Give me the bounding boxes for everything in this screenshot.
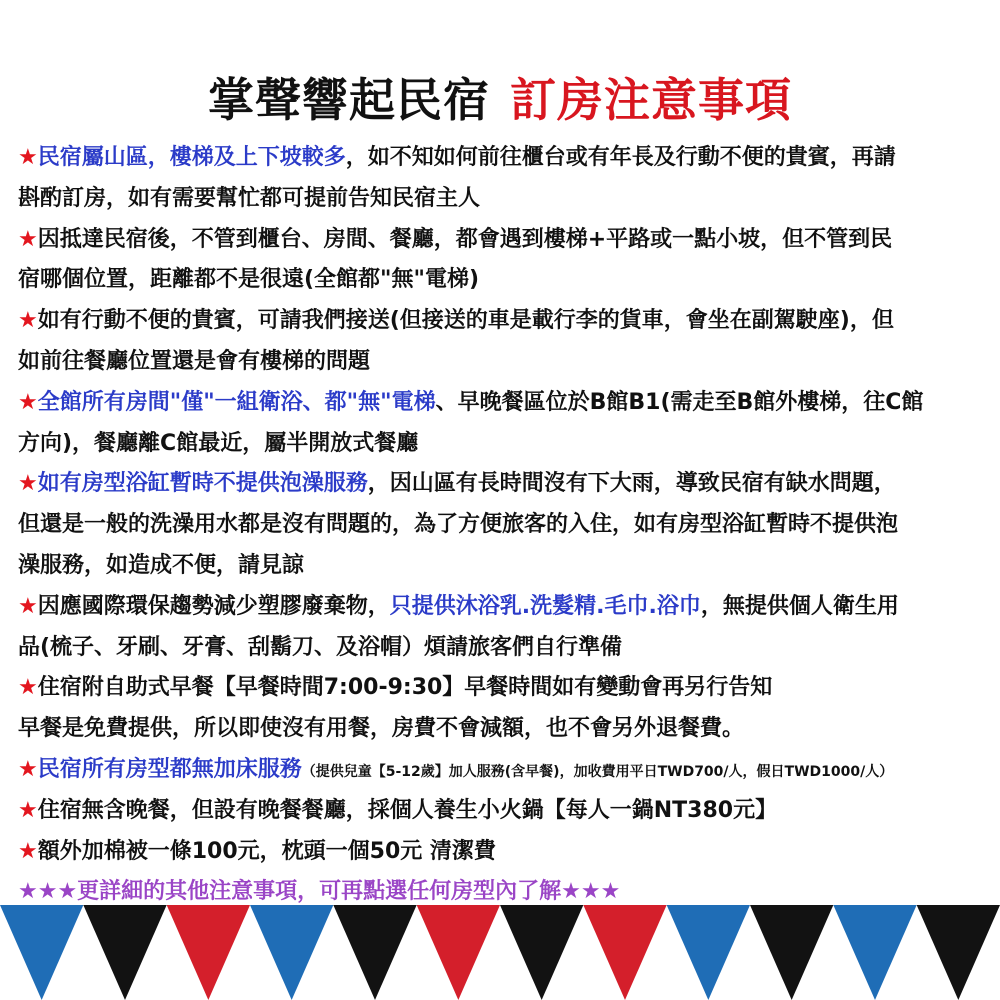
banner-triangle bbox=[917, 905, 1000, 1000]
banner-triangle bbox=[833, 905, 916, 1000]
star-bullet: ★ bbox=[18, 675, 38, 701]
notice-line bbox=[18, 709, 993, 750]
star-bullet: ★ bbox=[18, 797, 38, 823]
title-subtitle: 訂房注意事項 bbox=[510, 73, 792, 127]
star-bullet: ★ bbox=[18, 308, 38, 334]
star-bullet: ★ bbox=[18, 389, 38, 415]
highlight-text: 如有房型浴缸暫時不提供泡澡服務 bbox=[37, 471, 368, 497]
banner-triangle bbox=[0, 905, 83, 1000]
highlight-text: 全館所有房間"僅"一組衛浴、都"無"電梯 bbox=[37, 389, 436, 415]
notice-line bbox=[18, 587, 993, 628]
notice-text: 斟酌訂房，如有需要幫忙都可提前告知民宿主人 bbox=[18, 185, 481, 211]
star-bullet: ★ bbox=[18, 226, 38, 252]
notice-text: 宿哪個位置，距離都不是很遠(全館都"無"電梯) bbox=[18, 267, 480, 293]
banner-triangle bbox=[417, 905, 500, 1000]
notice-line bbox=[18, 260, 993, 301]
notice-text: 方向)，餐廳離C館最近，屬半開放式餐廳 bbox=[18, 430, 419, 456]
notice-text: 、早晚餐區位於B館B1(需走至B館外樓梯，往C館 bbox=[435, 389, 924, 415]
highlight-text: 民宿屬山區，樓梯及上下坡較多 bbox=[37, 145, 346, 170]
banner-triangle bbox=[83, 905, 166, 1000]
banner-triangle bbox=[167, 905, 250, 1000]
notice-line bbox=[18, 505, 993, 546]
notice-text: ，如不知如何前往櫃台或有年長及行動不便的貴賓，再請 bbox=[345, 145, 896, 170]
title-guesthouse-name: 掌聲響起民宿 bbox=[208, 73, 490, 127]
star-bullet: ★ bbox=[18, 756, 38, 782]
notice-text: 因應國際環保趨勢減少塑膠廢棄物， bbox=[37, 593, 390, 619]
notice-line bbox=[18, 179, 993, 220]
notice-text: ，無提供個人衛生用 bbox=[700, 593, 899, 619]
notice-small-text: （提供兒童【5-12歲】加人服務(含早餐)，加收費用平日TWD700/人，假日TWD1000/人） bbox=[301, 763, 894, 780]
more-info-text: ★★★更詳細的其他注意事項，可再點選任何房型內了解★★★ bbox=[18, 879, 621, 905]
notice-text: ，因山區有長時間沒有下大雨，導致民宿有缺水問題， bbox=[367, 471, 896, 497]
notice-line bbox=[18, 628, 993, 669]
notice-line bbox=[18, 383, 993, 424]
notice-line bbox=[18, 301, 993, 342]
notice-text: 額外加棉被一條100元，枕頭一個50元 清潔費 bbox=[37, 838, 496, 864]
page-title bbox=[0, 70, 1000, 130]
banner-triangle bbox=[500, 905, 583, 1000]
notice-text: 住宿無含晚餐，但設有晚餐餐廳，採個人養生小火鍋【每人一鍋NT380元】 bbox=[37, 797, 778, 823]
triangle-banner bbox=[0, 905, 1000, 1000]
notice-line bbox=[18, 791, 993, 832]
notice-text: 品(梳子、牙刷、牙膏、刮鬍刀、及浴帽）煩請旅客們自行準備 bbox=[18, 634, 623, 660]
notice-text: 住宿附自助式早餐【早餐時間7:00-9:30】早餐時間如有變動會再另行告知 bbox=[37, 675, 773, 701]
notice-line bbox=[18, 464, 993, 505]
notice-line bbox=[18, 342, 993, 383]
highlight-text: 民宿所有房型都無加床服務 bbox=[37, 756, 302, 782]
notice-text: 如有行動不便的貴賓，可請我們接送(但接送的車是載行李的貨車，會坐在副駕駛座)，但 bbox=[37, 308, 894, 334]
notice-line bbox=[18, 546, 993, 587]
banner-triangle bbox=[333, 905, 416, 1000]
banner-triangle bbox=[250, 905, 333, 1000]
banner-triangle bbox=[750, 905, 833, 1000]
banner-triangle bbox=[667, 905, 750, 1000]
notice-list bbox=[18, 138, 993, 913]
star-bullet: ★ bbox=[18, 145, 38, 170]
notice-text: 因抵達民宿後，不管到櫃台、房間、餐廳，都會遇到樓梯+平路或一點小坡，但不管到民 bbox=[37, 226, 893, 252]
star-bullet: ★ bbox=[18, 471, 38, 497]
notice-text: 澡服務，如造成不便，請見諒 bbox=[18, 552, 305, 578]
notice-line bbox=[18, 832, 993, 873]
notice-line bbox=[18, 424, 993, 465]
notice-text: 早餐是免費提供，所以即使沒有用餐，房費不會減額，也不會另外退餐費。 bbox=[18, 716, 745, 742]
highlight-text: 只提供沐浴乳.洗髮精.毛巾.浴巾 bbox=[389, 593, 701, 619]
notice-line bbox=[18, 220, 993, 261]
notice-text: 但還是一般的洗澡用水都是沒有問題的，為了方便旅客的入住，如有房型浴缸暫時不提供泡 bbox=[18, 512, 899, 538]
notice-line bbox=[18, 138, 993, 179]
notice-line bbox=[18, 750, 993, 791]
notice-line bbox=[18, 668, 993, 709]
star-bullet: ★ bbox=[18, 838, 38, 864]
banner-triangle bbox=[583, 905, 666, 1000]
notice-text: 如前往餐廳位置還是會有樓梯的問題 bbox=[18, 348, 371, 374]
star-bullet: ★ bbox=[18, 593, 38, 619]
